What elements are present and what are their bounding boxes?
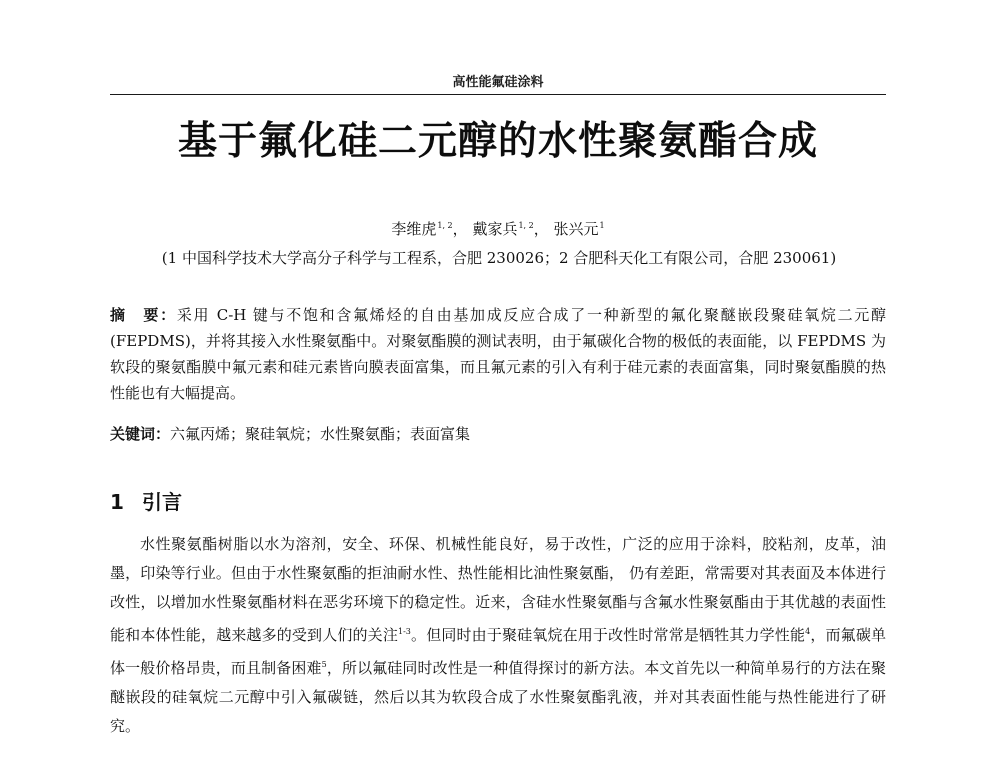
header-rule — [110, 94, 886, 95]
body-text: 水性聚氨酯树脂以水为溶剂，安全、环保、机械性能良好，易于改性，广泛的应用于涂料，胶粘剂，皮革，油墨，印染等行业。但由于水性聚氨酯的拒油耐水性、热性能相比油性聚氨酯， 仍有差距，常需要对其表面及本体进行改性，以增加水性聚氨酯材料在恶劣环境下的稳定性。近来，含硅水性聚氨酯与含氟水性聚氨酯由于其优越的表面性能和本体性能，越来越多的受到人们的关注 — [110, 535, 886, 644]
section-number: 1 — [110, 490, 124, 514]
section-title: 引言 — [142, 490, 182, 514]
body-text: ，所以氟硅同时改性是一种值得探讨的新方法。本文首先以一种简单易行的方法在聚醚嵌段的硅氧烷二元醇中引入氟碳链，然后以其为软段合成了水性聚氨酯乳液，并对其表面性能与热性能进行了研究。 — [110, 659, 886, 735]
body-text: 。但同时由于聚硅氧烷在用于改性时常常是牺牲其力学性能 — [410, 626, 806, 644]
body-text: ，而氟碳单体一般价格昂贵，而且制备困难 — [110, 626, 886, 677]
keywords-text: 六氟丙烯；聚硅氧烷；水性聚氨酯；表面富集 — [170, 425, 471, 443]
author-separator: ， — [533, 220, 549, 238]
author-affiliation-mark: 1, 2 — [437, 221, 453, 230]
author-affiliation-mark: 1, 2 — [518, 221, 534, 230]
citation-ref: 4 — [805, 627, 811, 636]
author-name: 张兴元 — [553, 220, 599, 238]
author-separator: ， — [452, 220, 468, 238]
citation-ref: 5 — [321, 660, 327, 669]
running-header: 高性能氟硅涂料 — [452, 75, 544, 90]
abstract-label: 摘 要： — [110, 306, 177, 324]
body-paragraph — [110, 530, 886, 741]
affiliation-line: (1 中国科学技术大学高分子科学与工程系，合肥 230026；2 合肥科天化工有限公司，合肥 230061) — [161, 249, 837, 267]
author-name: 李维虎 — [391, 220, 437, 238]
author-name: 戴家兵 — [472, 220, 518, 238]
keywords-label: 关键词： — [110, 425, 171, 443]
keywords — [110, 421, 886, 447]
abstract — [110, 302, 886, 406]
abstract-text: 采用 C-H 键与不饱和含氟烯烃的自由基加成反应合成了一种新型的氟化聚醚嵌段聚硅氧烷二元醇(FEPDMS)，并将其接入水性聚氨酯中。对聚氨酯膜的测试表明，由于氟碳化合物的极低的表面能，以 FEPDMS 为软段的聚氨酯膜中氟元素和硅元素皆向膜表面富集，而且氟元素的引入有利于硅元素的表面富集，同时聚氨酯膜的热性能也有大幅提高。 — [110, 306, 886, 402]
author-line — [110, 218, 886, 239]
citation-ref: 1-3 — [397, 627, 411, 636]
section-heading — [110, 486, 182, 515]
author-affiliation-mark: 1 — [599, 221, 605, 230]
paper-title: 基于氟化硅二元醇的水性聚氨酯合成 — [177, 119, 818, 164]
